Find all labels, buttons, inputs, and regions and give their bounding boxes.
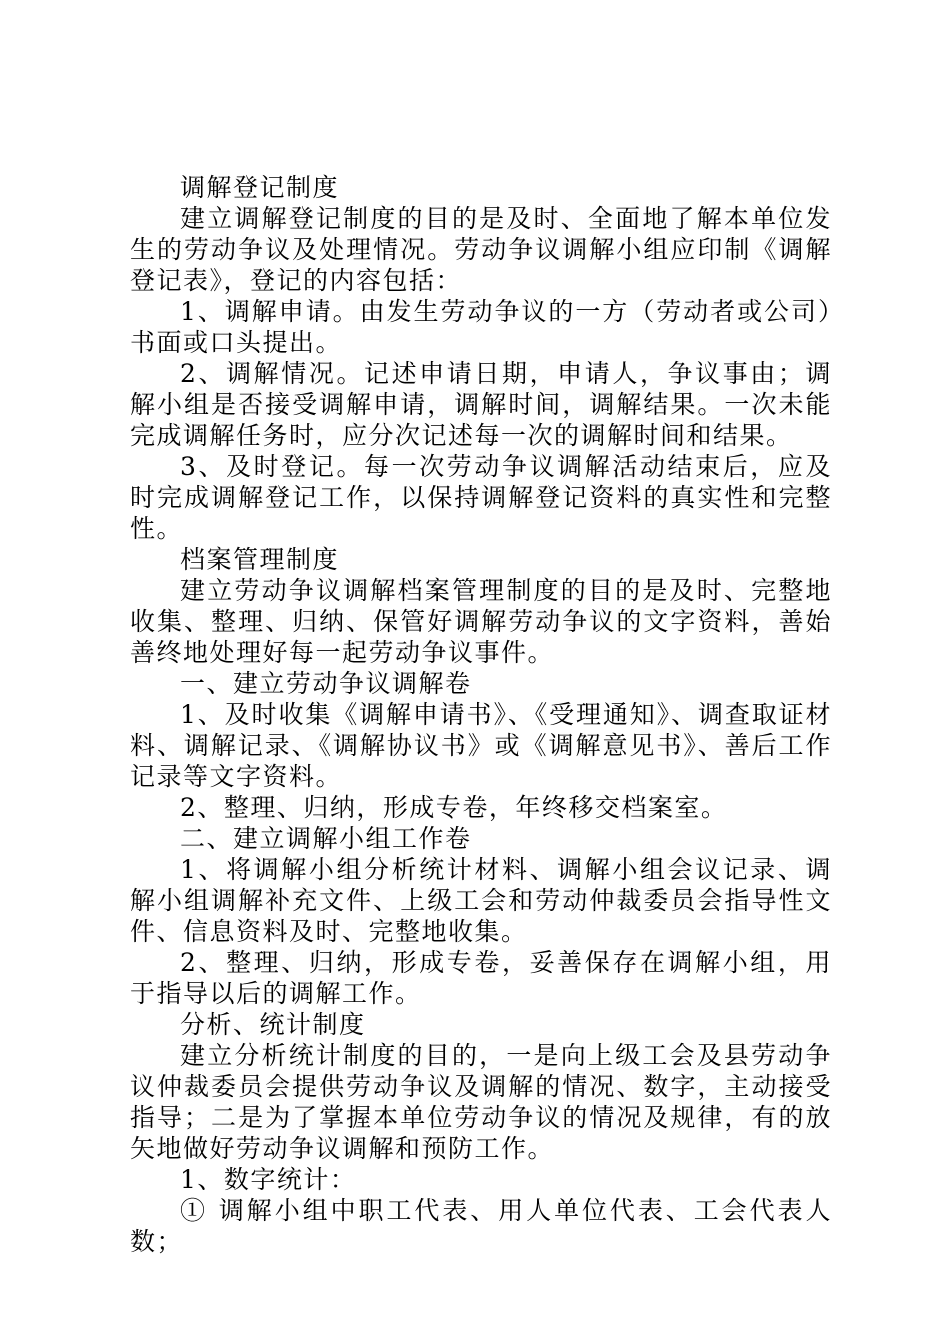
paragraph: 2、整理、归纳，形成专卷，妥善保存在调解小组，用于指导以后的调解工作。 xyxy=(130,948,832,1008)
paragraph: 建立劳动争议调解档案管理制度的目的是及时、完整地收集、整理、归纳、保管好调解劳动争议的文字资料，善始善终地处理好每一起劳动争议事件。 xyxy=(130,576,832,667)
paragraph: 2、调解情况。记述申请日期，申请人，争议事由；调解小组是否接受调解申请，调解时间，调解结果。一次未能完成调解任务时，应分次记述每一次的调解时间和结果。 xyxy=(130,359,832,450)
paragraph: ① 调解小组中职工代表、用人单位代表、工会代表人数； xyxy=(130,1196,832,1256)
paragraph: 建立调解登记制度的目的是及时、全面地了解本单位发生的劳动争议及处理情况。劳动争议调解小组应印制《调解登记表》，登记的内容包括： xyxy=(130,204,832,295)
paragraph: 建立分析统计制度的目的，一是向上级工会及县劳动争议仲裁委员会提供劳动争议及调解的情况、数字，主动接受指导；二是为了掌握本单位劳动争议的情况及规律，有的放矢地做好劳动争议调解和预防工作。 xyxy=(130,1041,832,1163)
paragraph: 1、将调解小组分析统计材料、调解小组会议记录、调解小组调解补充文件、上级工会和劳动仲裁委员会指导性文件、信息资料及时、完整地收集。 xyxy=(130,855,832,946)
section-heading-statistics: 分析、统计制度 xyxy=(180,1010,366,1039)
paragraph: 3、及时登记。每一次劳动争议调解活动结束后，应及时完成调解登记工作，以保持调解登记资料的真实性和完整性。 xyxy=(130,452,832,543)
paragraph: 1、及时收集《调解申请书》、《受理通知》、调查取证材料、调解记录、《调解协议书》或《调解意见书》、善后工作记录等文字资料。 xyxy=(130,700,832,791)
paragraph: 2、整理、归纳，形成专卷，年终移交档案室。 xyxy=(180,793,728,822)
paragraph: 1、调解申请。由发生劳动争议的一方（劳动者或公司）书面或口头提出。 xyxy=(130,297,832,357)
subsection-heading: 二、建立调解小组工作卷 xyxy=(180,824,472,853)
document-body xyxy=(130,172,832,1257)
section-heading-archive: 档案管理制度 xyxy=(180,545,340,574)
subsection-heading: 一、建立劳动争议调解卷 xyxy=(180,669,472,698)
paragraph: 1、数字统计： xyxy=(180,1165,357,1194)
section-heading-registration: 调解登记制度 xyxy=(180,173,340,202)
